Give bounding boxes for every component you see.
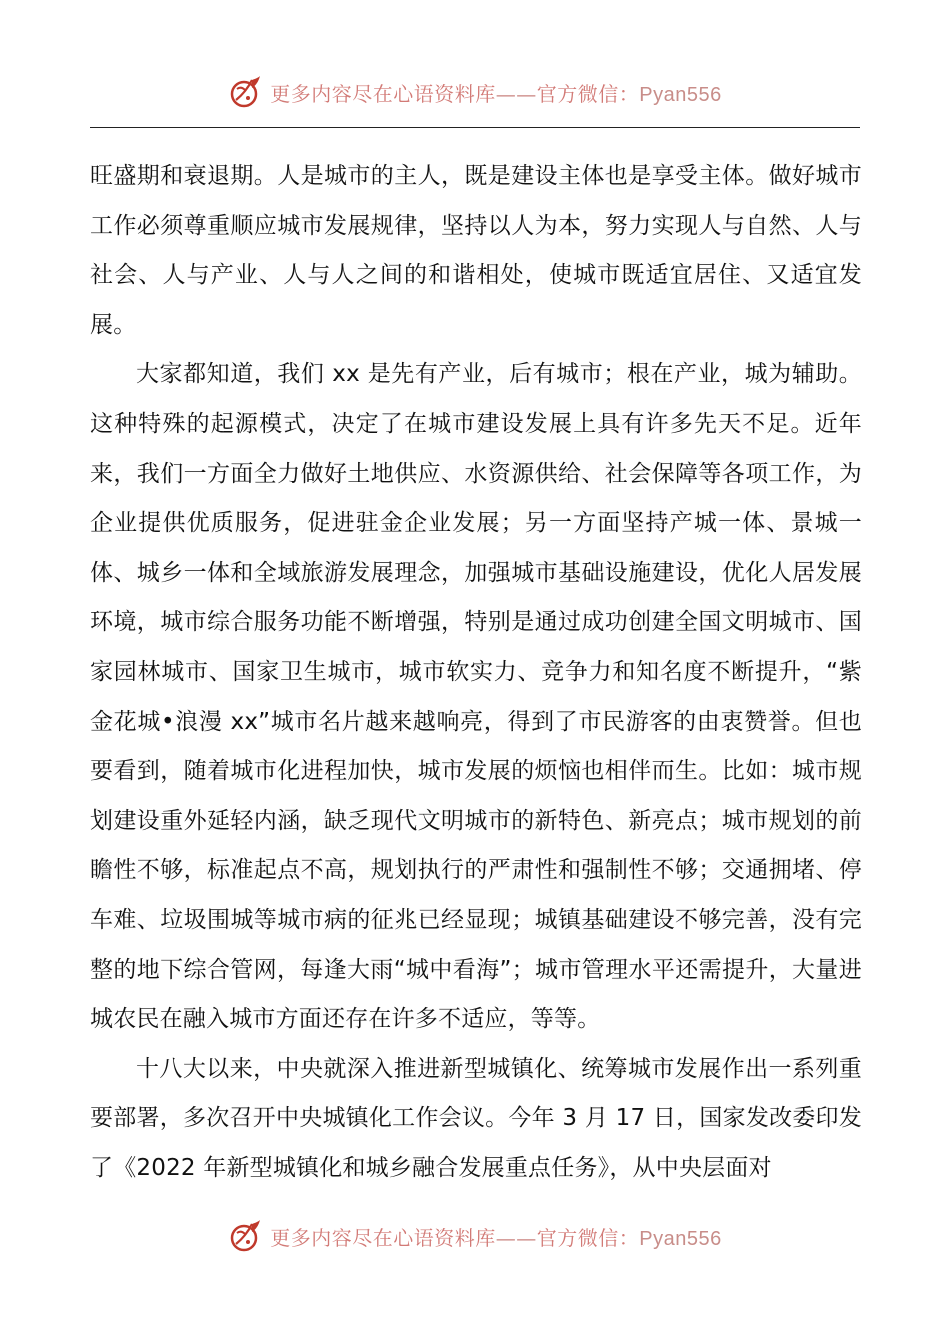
header-divider [90, 127, 860, 128]
quill-pen-logo-icon [228, 1218, 264, 1254]
footer-banner [0, 1214, 950, 1258]
footer-site-name: 更多内容尽在心语资料库 [270, 1225, 496, 1250]
footer-wechat-id: Pyan556 [639, 1227, 722, 1250]
document-body [90, 152, 862, 1193]
header-wechat-id: Pyan556 [639, 83, 722, 106]
footer-dash: —— [495, 1225, 537, 1250]
header-dash: —— [495, 81, 537, 106]
footer-wechat-label: 官方微信： [536, 1225, 640, 1250]
paragraph-2: 大家都知道，我们 xx 是先有产业，后有城市；根在产业，城为辅助。这种特殊的起源模式，决定了在城市建设发展上具有许多先天不足。近年来，我们一方面全力做好土地供应、水资源供给、社会保障等各项工作，为企业提供优质服务，促进驻金企业发展；另一方面坚持产城一体、景城一体、城乡一体和全域旅游发展理念，加强城市基础设施建设，优化人居发展环境，城市综合服务功能不断增强，特别是通过成功创建全国文明城市、国家园林城市、国家卫生城市，城市软实力、竞争力和知名度不断提升，“紫金花城•浪漫 xx”城市名片越来越响亮，得到了市民游客的由衷赞誉。但也要看到，随着城市化进程加快，城市发展的烦恼也相伴而生。比如：城市规划建设重外延轻内涵，缺乏现代文明城市的新特色、新亮点；城市规划的前瞻性不够，标准起点不高，规划执行的严肃性和强制性不够；交通拥堵、停车难、垃圾围城等城市病的征兆已经显现；城镇基础建设不够完善，没有完整的地下综合管网，每逢大雨“城中看海”；城市管理水平还需提升，大量进城农民在融入城市方面还存在许多不适应，等等。 [90, 361, 862, 1033]
quill-pen-logo-icon [228, 74, 264, 110]
paragraph-1: 旺盛期和衰退期。人是城市的主人，既是建设主体也是享受主体。做好城市工作必须尊重顺应城市发展规律，坚持以人为本，努力实现人与自然、人与社会、人与产业、人与人之间的和谐相处，使城市既适宜居住、又适宜发展。 [90, 163, 862, 338]
header-banner [0, 70, 950, 114]
header-site-name: 更多内容尽在心语资料库 [270, 81, 496, 106]
header-banner-text [270, 78, 721, 107]
footer-banner-text [270, 1222, 721, 1251]
header-wechat-label: 官方微信： [536, 81, 640, 106]
paragraph-3: 十八大以来，中央就深入推进新型城镇化、统筹城市发展作出一系列重要部署，多次召开中央城镇化工作会议。今年 3 月 17 日，国家发改委印发了《2022 年新型城镇化和城乡融合发展重点任务》，从中央层面对 [90, 1055, 862, 1181]
